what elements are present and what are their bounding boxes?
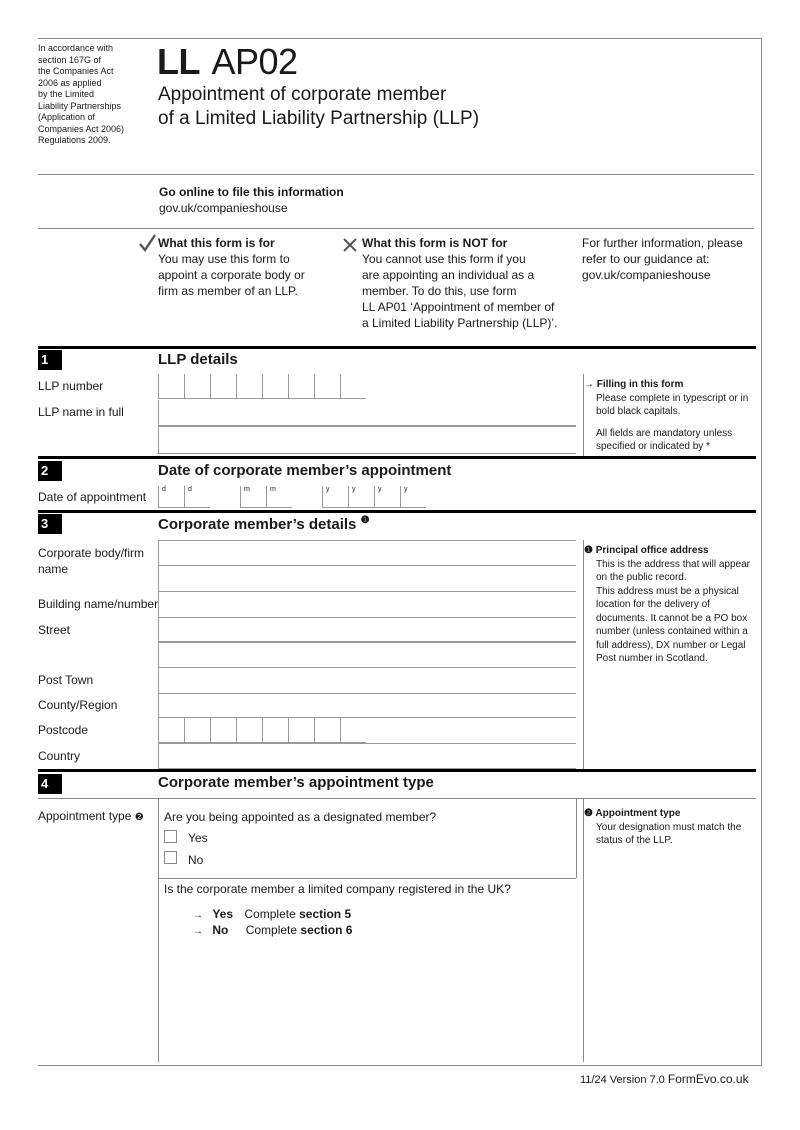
section-1-title: LLP details bbox=[158, 351, 238, 368]
date-of-appointment-field[interactable]: d d m m y y y y bbox=[158, 486, 428, 508]
llp-number-label: LLP number bbox=[38, 379, 104, 393]
corporate-name-field-line2[interactable] bbox=[158, 566, 576, 592]
online-filing bbox=[159, 184, 344, 216]
date-of-appointment-label: Date of appointment bbox=[38, 490, 147, 504]
further-info: For further information, please refer to our guidance at: gov.uk/companieshouse bbox=[582, 236, 743, 282]
form-purpose: What this form is for You may use this form to appoint a corporate body or firm as member of an LLP. bbox=[158, 236, 305, 298]
version-text: 11/24 Version 7.0 bbox=[580, 1074, 665, 1086]
street-field-line2[interactable] bbox=[158, 642, 576, 668]
section-4-number: 4 bbox=[38, 774, 62, 794]
legal-note: In accordance with section 167G of the Companies Act 2006 as applied by the Limited Liability Partnerships (Application of Companies Act 2006) Regulations 2009. bbox=[38, 43, 125, 145]
designated-no-label: No bbox=[188, 853, 204, 867]
route-no: → No Complete section 6 bbox=[193, 923, 353, 937]
county-label: County/Region bbox=[38, 698, 118, 712]
section-2-number: 2 bbox=[38, 461, 62, 481]
post-town-label: Post Town bbox=[38, 673, 94, 687]
postcode-field[interactable] bbox=[158, 718, 366, 743]
online-link[interactable]: gov.uk/companieshouse bbox=[159, 201, 288, 215]
route-yes: → Yes Complete section 5 bbox=[193, 907, 352, 921]
brand-text: FormEvo.co.uk bbox=[667, 1072, 749, 1086]
footer bbox=[580, 1072, 749, 1086]
llp-name-label: LLP name in full bbox=[38, 405, 124, 419]
section-3-title: Corporate member’s details $^❶$ bbox=[158, 515, 370, 533]
llp-name-field-line2[interactable] bbox=[158, 426, 576, 454]
form-title: Appointment of corporate member of a Limited Liability Partnership (LLP) bbox=[158, 84, 480, 129]
arrow-icon: → bbox=[193, 926, 203, 937]
online-heading: Go online to file this information bbox=[159, 185, 344, 199]
note-1-icon: ❶ bbox=[360, 515, 370, 526]
llp-number-field[interactable] bbox=[158, 374, 366, 399]
postcode-label: Postcode bbox=[38, 723, 89, 737]
note-1-icon: ❶ bbox=[584, 545, 593, 556]
form-code bbox=[157, 42, 298, 82]
designated-question: Are you being appointed as a designated member? bbox=[164, 810, 437, 824]
section-1-number: 1 bbox=[38, 350, 62, 370]
county-field[interactable] bbox=[158, 694, 576, 718]
cross-icon bbox=[342, 237, 358, 253]
arrow-icon: → bbox=[193, 910, 203, 921]
corporate-name-label: Corporate body/firm name bbox=[38, 546, 145, 576]
section-3-number: 3 bbox=[38, 514, 62, 534]
filling-in-note: → Filling in this form Please complete in typescript or in bold black capitals. All fields are mandatory unless specified or indicated by * bbox=[584, 379, 749, 452]
designated-yes-checkbox[interactable] bbox=[164, 830, 177, 843]
designated-yes-label: Yes bbox=[188, 831, 208, 845]
street-label: Street bbox=[38, 623, 71, 637]
appointment-type-label: Appointment type ❷ bbox=[38, 809, 144, 823]
street-field-line1[interactable] bbox=[158, 618, 576, 642]
principal-office-note: ❶ Principal office address This is the address that will appear on the public record. This address must be a physical location for the delivery of documents. It cannot be a PO box number (unless contained within a full address), DX number or Legal Post number in Scotland. bbox=[584, 545, 750, 664]
tick-icon bbox=[139, 234, 157, 252]
form-code-prefix: LL bbox=[157, 41, 200, 82]
corporate-name-field-line1[interactable] bbox=[158, 540, 576, 566]
country-field[interactable] bbox=[158, 743, 576, 769]
uk-company-question: Is the corporate member a limited company registered in the UK? bbox=[164, 882, 511, 896]
llp-name-field-line1[interactable] bbox=[158, 400, 576, 426]
post-town-field[interactable] bbox=[158, 668, 576, 694]
form-code-number: AP02 bbox=[211, 41, 298, 82]
designated-no-checkbox[interactable] bbox=[164, 851, 177, 864]
section-2-title: Date of corporate member’s appointment bbox=[158, 462, 452, 479]
building-field[interactable] bbox=[158, 592, 576, 618]
form-not-for: What this form is NOT for You cannot use this form if you are appointing an individual as a member. To do this, use form LL AP01 ‘Appointment of member of a Limited Liability Partnership (LLP)’. bbox=[362, 236, 558, 330]
note-2-icon: ❷ bbox=[134, 812, 144, 823]
section-4-title: Corporate member’s appointment type bbox=[158, 774, 434, 791]
building-label: Building name/number bbox=[38, 597, 159, 611]
appointment-type-note: ❷ Appointment type Your designation must match the status of the LLP. bbox=[584, 808, 742, 846]
country-label: Country bbox=[38, 749, 81, 763]
arrow-icon: → bbox=[584, 379, 597, 390]
note-2-icon: ❷ bbox=[584, 808, 593, 819]
